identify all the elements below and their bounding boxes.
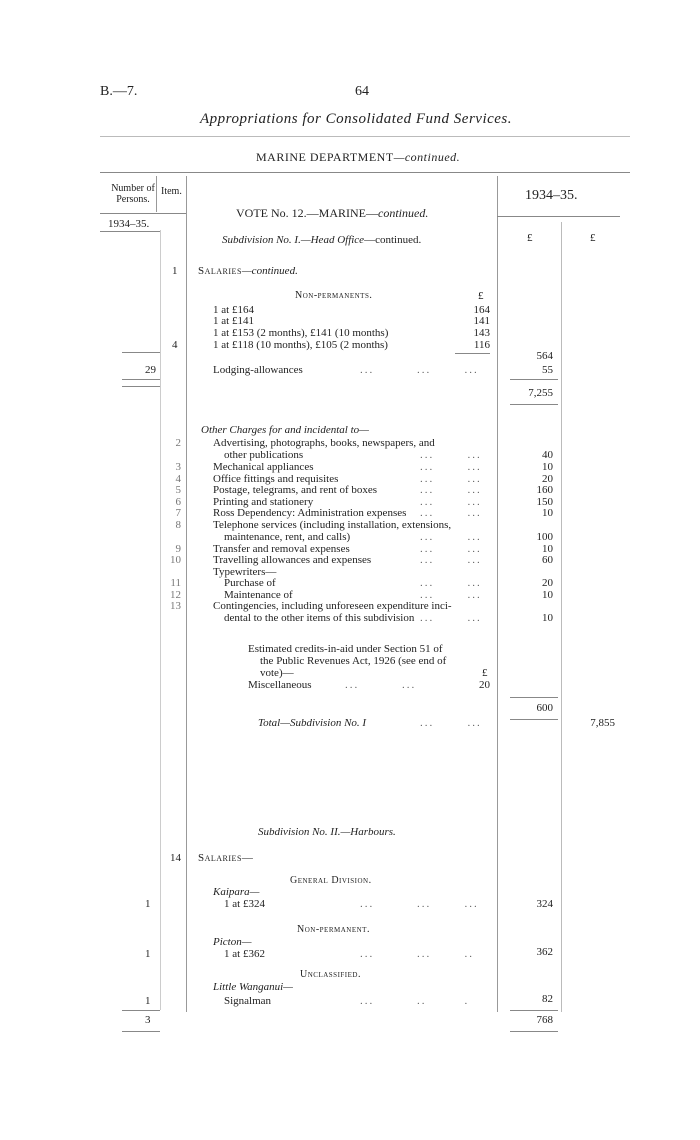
amount-value: 324 <box>536 898 553 910</box>
leader-dots: ... .. . <box>360 995 470 1007</box>
column-divider-item <box>186 176 187 1012</box>
general-division-heading: General Division. <box>290 875 372 886</box>
other-charge-amount: 10 <box>542 612 553 624</box>
page-number: 64 <box>355 84 369 99</box>
other-charge-amount: 10 <box>542 588 553 601</box>
currency-header-2: £ <box>590 232 596 244</box>
persons-count: 4 <box>172 339 178 351</box>
non-permanent-heading: Non-permanent. <box>297 924 370 935</box>
other-charge-amount: 10 <box>542 507 553 519</box>
subdivision-1-heading: Subdivision No. I.—Head Office—continued. <box>222 234 422 246</box>
salaries-total-rule-2 <box>510 404 558 405</box>
other-charge-amount: 20 <box>542 577 553 589</box>
item-number: 8 <box>175 518 181 531</box>
salaries-total: 7,255 <box>528 387 553 399</box>
leader-dots: ... ... ... <box>360 364 479 376</box>
item-number: 14 <box>170 852 181 864</box>
pound-sign: £ <box>482 667 488 679</box>
other-charge-amount: 160 <box>536 484 553 496</box>
vote-title: VOTE No. 12.—MARINE—continued. <box>236 206 429 220</box>
persons-total-rule <box>122 1010 160 1011</box>
little-wanganui-label: Little Wanganui— <box>213 981 293 993</box>
year-right-rule <box>497 216 620 217</box>
persons-total: 3 <box>145 1014 151 1026</box>
amount-value: 82 <box>542 993 553 1005</box>
other-charges-total: 600 <box>536 702 553 714</box>
column-divider-item-inner <box>160 230 161 1010</box>
column-divider-amount-2 <box>561 222 562 1012</box>
other-charge-desc-continued: dental to the other items of this subdivision <box>224 612 415 624</box>
pound-sign: £ <box>478 290 484 302</box>
leader-dots: ... ... <box>420 472 482 485</box>
non-permanent-row-desc: 1 at £164 <box>213 304 254 316</box>
other-charges-rule-2 <box>510 719 558 720</box>
leader-dots: ... ... <box>420 495 482 508</box>
leader-dots: ... ... <box>420 507 482 519</box>
column-divider-amount-1 <box>497 176 498 1012</box>
leader-dots: ... ... .. <box>360 948 474 960</box>
persons-count: 1 <box>145 898 151 910</box>
other-charges-rule <box>510 697 558 698</box>
leader-dots: ... ... <box>420 484 482 496</box>
picton-label: Picton— <box>213 936 252 948</box>
year-left-rule <box>100 231 160 232</box>
credits-text: the Public Revenues Act, 1926 (see end of <box>260 655 447 667</box>
page-title: Appropriations for Consolidated Fund Services. <box>200 111 513 127</box>
item-number: 7 <box>175 507 181 519</box>
non-permanent-row-amount: 143 <box>473 327 490 339</box>
subtotal-rule <box>455 353 490 354</box>
leader-dots: ... ... <box>420 717 482 729</box>
year-header-left: 1934–35. <box>108 218 150 230</box>
other-charge-desc: Typewriters— <box>213 565 277 578</box>
non-permanents-heading: Non-permanents. <box>295 290 373 301</box>
picton-row: 1 at £362 <box>224 948 265 960</box>
non-permanent-row-amount: 116 <box>473 339 490 351</box>
other-charge-desc: Transfer and removal expenses <box>213 542 350 555</box>
other-charge-desc: Advertising, photographs, books, newspapers, and <box>213 437 435 449</box>
persons-header-rule <box>100 213 186 214</box>
persons-count: 1 <box>145 948 151 960</box>
persons-total-rule <box>122 379 160 380</box>
other-charge-amount: 10 <box>542 461 553 473</box>
non-permanent-row-desc: 1 at £141 <box>213 315 254 327</box>
item-number: 12 <box>170 588 181 601</box>
leader-dots: ... ... <box>420 449 482 461</box>
item-number: 5 <box>175 484 181 496</box>
year-header-right: 1934–35. <box>525 188 578 203</box>
column-header-item: Item. <box>161 186 182 197</box>
department-title: MARINE DEPARTMENT—continued. <box>256 150 461 164</box>
salaries-heading: Salaries—continued. <box>198 265 298 277</box>
persons-total-rule-2 <box>122 386 160 387</box>
other-charge-desc: Purchase of <box>224 577 276 589</box>
item-number: 6 <box>175 495 181 508</box>
other-charge-desc: Ross Dependency: Administration expenses <box>213 507 407 519</box>
miscellaneous-label: Miscellaneous <box>248 679 312 691</box>
other-charge-desc-continued: other publications <box>224 449 304 461</box>
item-number: 1 <box>172 265 178 277</box>
signalman-row: Signalman <box>224 995 272 1007</box>
leader-dots: ... ... <box>420 612 482 624</box>
salaries-heading: Salaries— <box>198 852 254 864</box>
non-permanent-row-amount: 141 <box>473 315 490 327</box>
amount-total-rule-2 <box>510 1031 558 1032</box>
lodging-allowances-label: Lodging-allowances <box>213 364 303 376</box>
other-charge-desc: Travelling allowances and expenses <box>213 554 372 566</box>
header-divider <box>100 136 630 137</box>
persons-total-rule-2 <box>122 1031 160 1032</box>
currency-header-1: £ <box>527 232 533 244</box>
other-charge-amount: 60 <box>542 554 553 566</box>
kaipara-row: 1 at £324 <box>224 898 265 910</box>
item-number: 11 <box>170 577 181 589</box>
kaipara-label: Kaipara— <box>213 886 260 898</box>
other-charge-amount: 150 <box>536 495 553 508</box>
item-number: 10 <box>170 554 181 566</box>
credits-text: vote)— <box>260 667 294 679</box>
amount-value: 55 <box>542 364 553 376</box>
other-charge-amount: 100 <box>536 530 553 543</box>
other-charge-amount: 20 <box>542 472 553 485</box>
item-number: 3 <box>175 461 181 473</box>
leader-dots: ... ... <box>345 679 417 691</box>
other-charge-desc: Mechanical appliances <box>213 461 314 473</box>
leader-dots: ... ... <box>420 461 482 473</box>
other-charge-desc: Telephone services (including installation, extensions, <box>213 518 452 531</box>
column-header-persons: Number of Persons. <box>111 183 155 205</box>
salaries-total-rule <box>510 379 558 380</box>
non-permanent-row-amount: 164 <box>473 304 490 316</box>
non-permanent-row-desc: 1 at £118 (10 months), £105 (2 months) <box>213 339 388 351</box>
item-number: 2 <box>175 437 181 449</box>
leader-dots: ... ... <box>420 554 482 566</box>
subdivision-1-total-label: Total—Subdivision No. I <box>258 717 367 729</box>
subdivision-2-heading: Subdivision No. II.—Harbours. <box>258 826 396 838</box>
leader-dots: ... ... <box>420 577 482 589</box>
other-charge-desc: Office fittings and requisites <box>213 472 339 485</box>
other-charge-desc: Printing and stationery <box>213 495 314 508</box>
amount-value: 20 <box>479 679 490 691</box>
other-charge-desc: Postage, telegrams, and rent of boxes <box>213 484 378 496</box>
subdivision-1-total: 7,855 <box>590 717 615 729</box>
item-number: 13 <box>170 600 181 612</box>
amount-value: 564 <box>536 350 553 362</box>
other-charge-desc: Maintenance of <box>224 588 293 601</box>
item-number: 4 <box>175 472 181 485</box>
amount-value: 362 <box>536 946 553 958</box>
other-charge-desc-continued: maintenance, rent, and calls) <box>224 530 351 543</box>
document-reference: B.—7. <box>100 84 138 99</box>
persons-subtotal-rule <box>122 352 160 353</box>
other-charge-desc: Contingencies, including unforeseen expenditure inci- <box>213 600 452 612</box>
leader-dots: ... ... <box>420 588 482 601</box>
table-top-rule <box>100 172 630 173</box>
leader-dots: ... ... ... <box>360 898 479 910</box>
credits-text: Estimated credits-in-aid under Section 51 of <box>248 643 443 655</box>
subdivision-2-total: 768 <box>536 1014 553 1026</box>
non-permanent-row-desc: 1 at £153 (2 months), £141 (10 months) <box>213 327 389 339</box>
item-number: 9 <box>175 542 181 555</box>
leader-dots: ... ... <box>420 542 482 555</box>
unclassified-heading: Unclassified. <box>300 969 361 980</box>
persons-count: 1 <box>145 995 151 1007</box>
other-charge-amount: 40 <box>542 449 553 461</box>
persons-total: 29 <box>145 364 156 376</box>
other-charge-amount: 10 <box>542 542 553 555</box>
amount-total-rule <box>510 1010 558 1011</box>
leader-dots: ... ... <box>420 530 482 543</box>
other-charges-heading: Other Charges for and incidental to— <box>201 424 369 436</box>
